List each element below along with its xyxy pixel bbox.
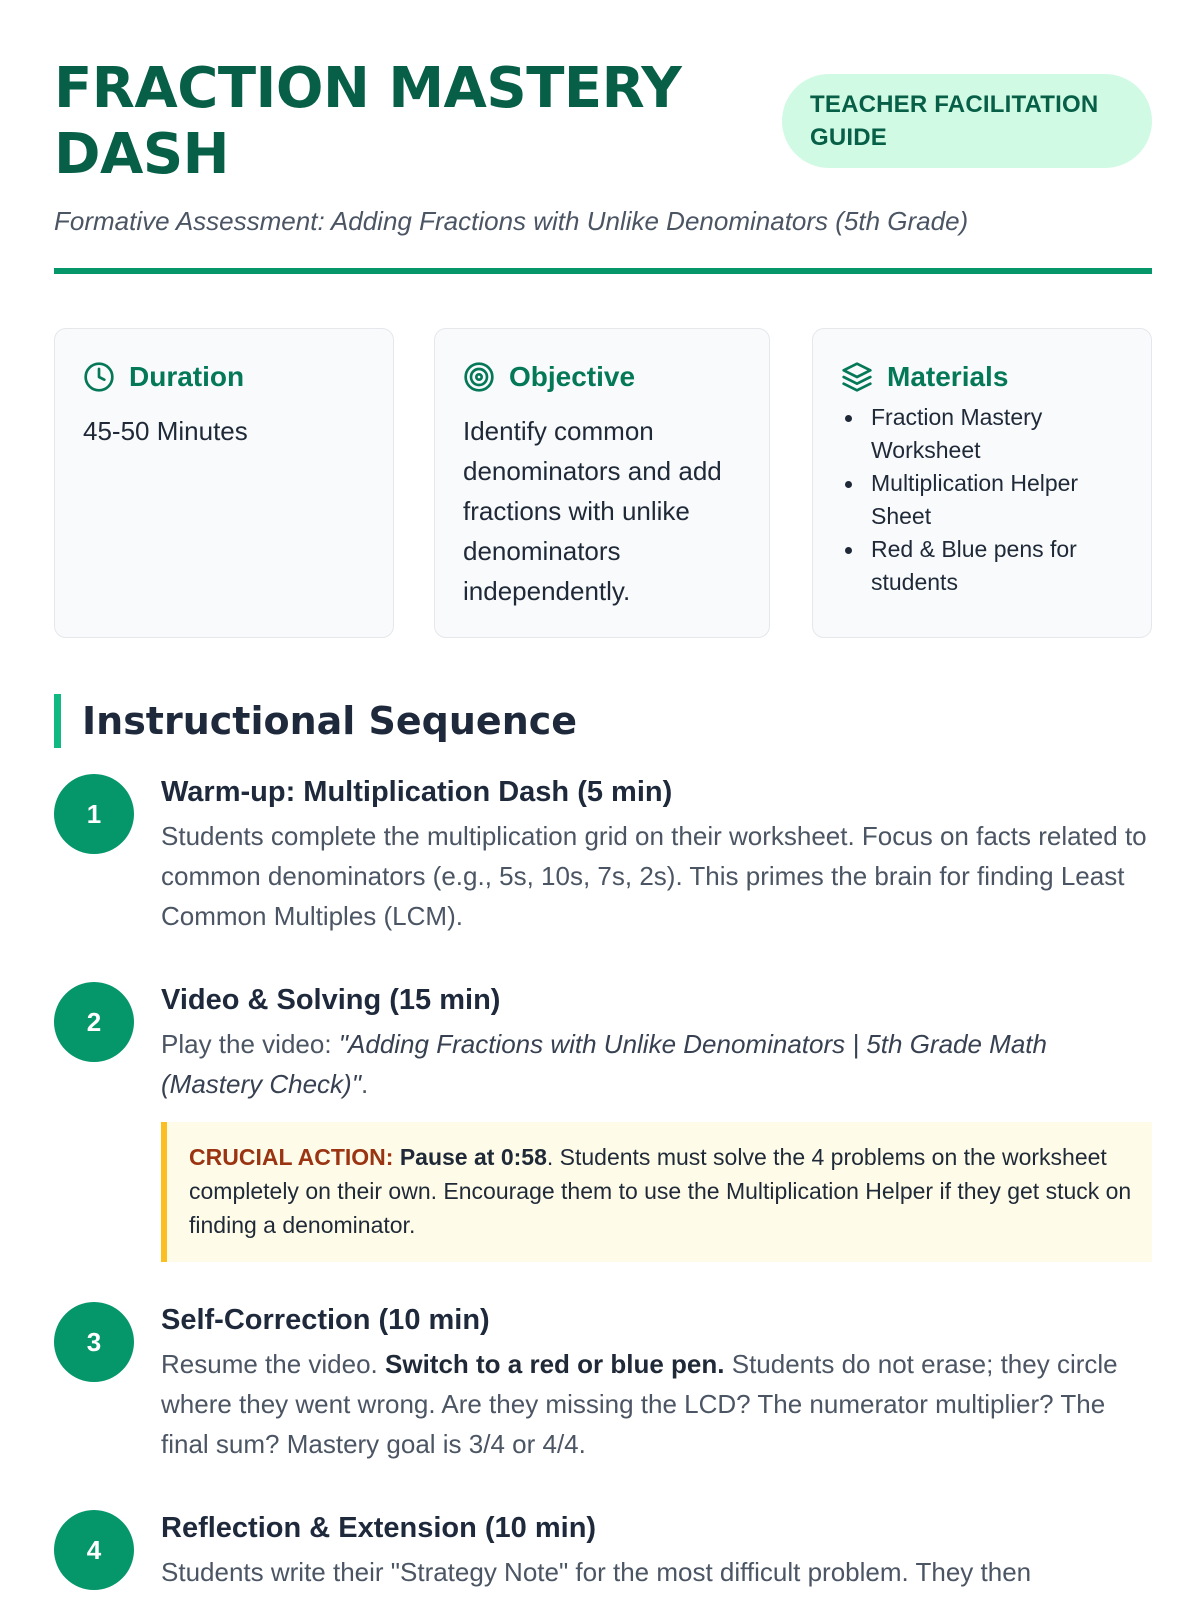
step-text-prefix: Play the video: [161, 1029, 339, 1059]
guide-page [54, 0, 1152, 1600]
duration-card-header [83, 359, 365, 395]
page-subtitle: Formative Assessment: Adding Fractions with Unlike Denominators (5th Grade) [54, 206, 969, 236]
step-text: Students complete the multiplication grid on their worksheet. Focus on facts related to common denominators (e.g., 5s, 10s, 7s, 2s). This primes the brain for finding Least Common Multiples (LCM). [161, 821, 1147, 931]
step-body [161, 774, 1152, 936]
header-divider [54, 268, 1152, 274]
materials-card-header [841, 359, 1123, 395]
step-title: Reflection & Extension (10 min) [161, 1512, 597, 1544]
step-number: 4 [54, 1510, 134, 1590]
step-text-prefix: Resume the video. [161, 1349, 386, 1379]
crucial-action-callout [161, 1122, 1152, 1262]
objective-title: Objective [509, 361, 636, 392]
section-title: Instructional Sequence [54, 694, 577, 748]
clock-icon [83, 361, 115, 393]
step-body [161, 1510, 1152, 1592]
callout-text: . Students must solve the 4 problems on the worksheet completely on their own. Encourage them to use the Multiplication Helper if they get stuck on finding a denominator. [189, 1144, 1132, 1238]
target-icon [463, 361, 495, 393]
step-number: 3 [54, 1302, 134, 1382]
materials-card [812, 328, 1152, 638]
duration-value: 45-50 Minutes [83, 416, 248, 446]
step-text-suffix: . [360, 1069, 369, 1099]
objective-card-header [463, 359, 741, 395]
title-line-2: DASH [54, 122, 230, 187]
step-body [161, 1302, 1152, 1464]
duration-card [54, 328, 394, 638]
step-text-emphasis: Switch to a red or blue pen. [385, 1349, 725, 1379]
step-title: Warm-up: Multiplication Dash (5 min) [161, 776, 673, 808]
header [54, 52, 1152, 192]
step-number: 1 [54, 774, 134, 854]
page-title [54, 56, 734, 188]
callout-label: CRUCIAL ACTION: [189, 1144, 394, 1170]
video-title: "Adding Fractions with Unlike Denominators | 5th Grade Math (Mastery Check)" [161, 1029, 1047, 1099]
step-title: Self-Correction (10 min) [161, 1304, 490, 1336]
duration-title: Duration [129, 361, 245, 392]
materials-list [841, 401, 1123, 599]
materials-title: Materials [887, 361, 1009, 392]
step-text-suffix: Students do not erase; they circle where they went wrong. Are they missing the LCD? The numerator multiplier? The final sum? Mastery goal is 3/4 or 4/4. [161, 1349, 1118, 1459]
step-text [161, 1344, 1152, 1464]
objective-card [434, 328, 770, 638]
objective-text: Identify common denominators and add fractions with unlike denominators independently. [463, 416, 722, 606]
guide-type-badge: TEACHER FACILITATION GUIDE [782, 74, 1152, 168]
list-item: Fraction Mastery Worksheet [841, 401, 1123, 467]
step-text [161, 1024, 1152, 1104]
list-item: Red & Blue pens for students [841, 533, 1123, 599]
title-line-1: FRACTION MASTERY [54, 56, 682, 121]
step-text: Students write their "Strategy Note" for the most difficult problem. They then [161, 1557, 1032, 1587]
step-body [161, 982, 1152, 1262]
layers-icon [841, 361, 873, 393]
list-item: Multiplication Helper Sheet [841, 467, 1123, 533]
callout-emphasis: Pause at 0:58 [399, 1144, 547, 1170]
step-number: 2 [54, 982, 134, 1062]
step-title: Video & Solving (15 min) [161, 984, 501, 1016]
